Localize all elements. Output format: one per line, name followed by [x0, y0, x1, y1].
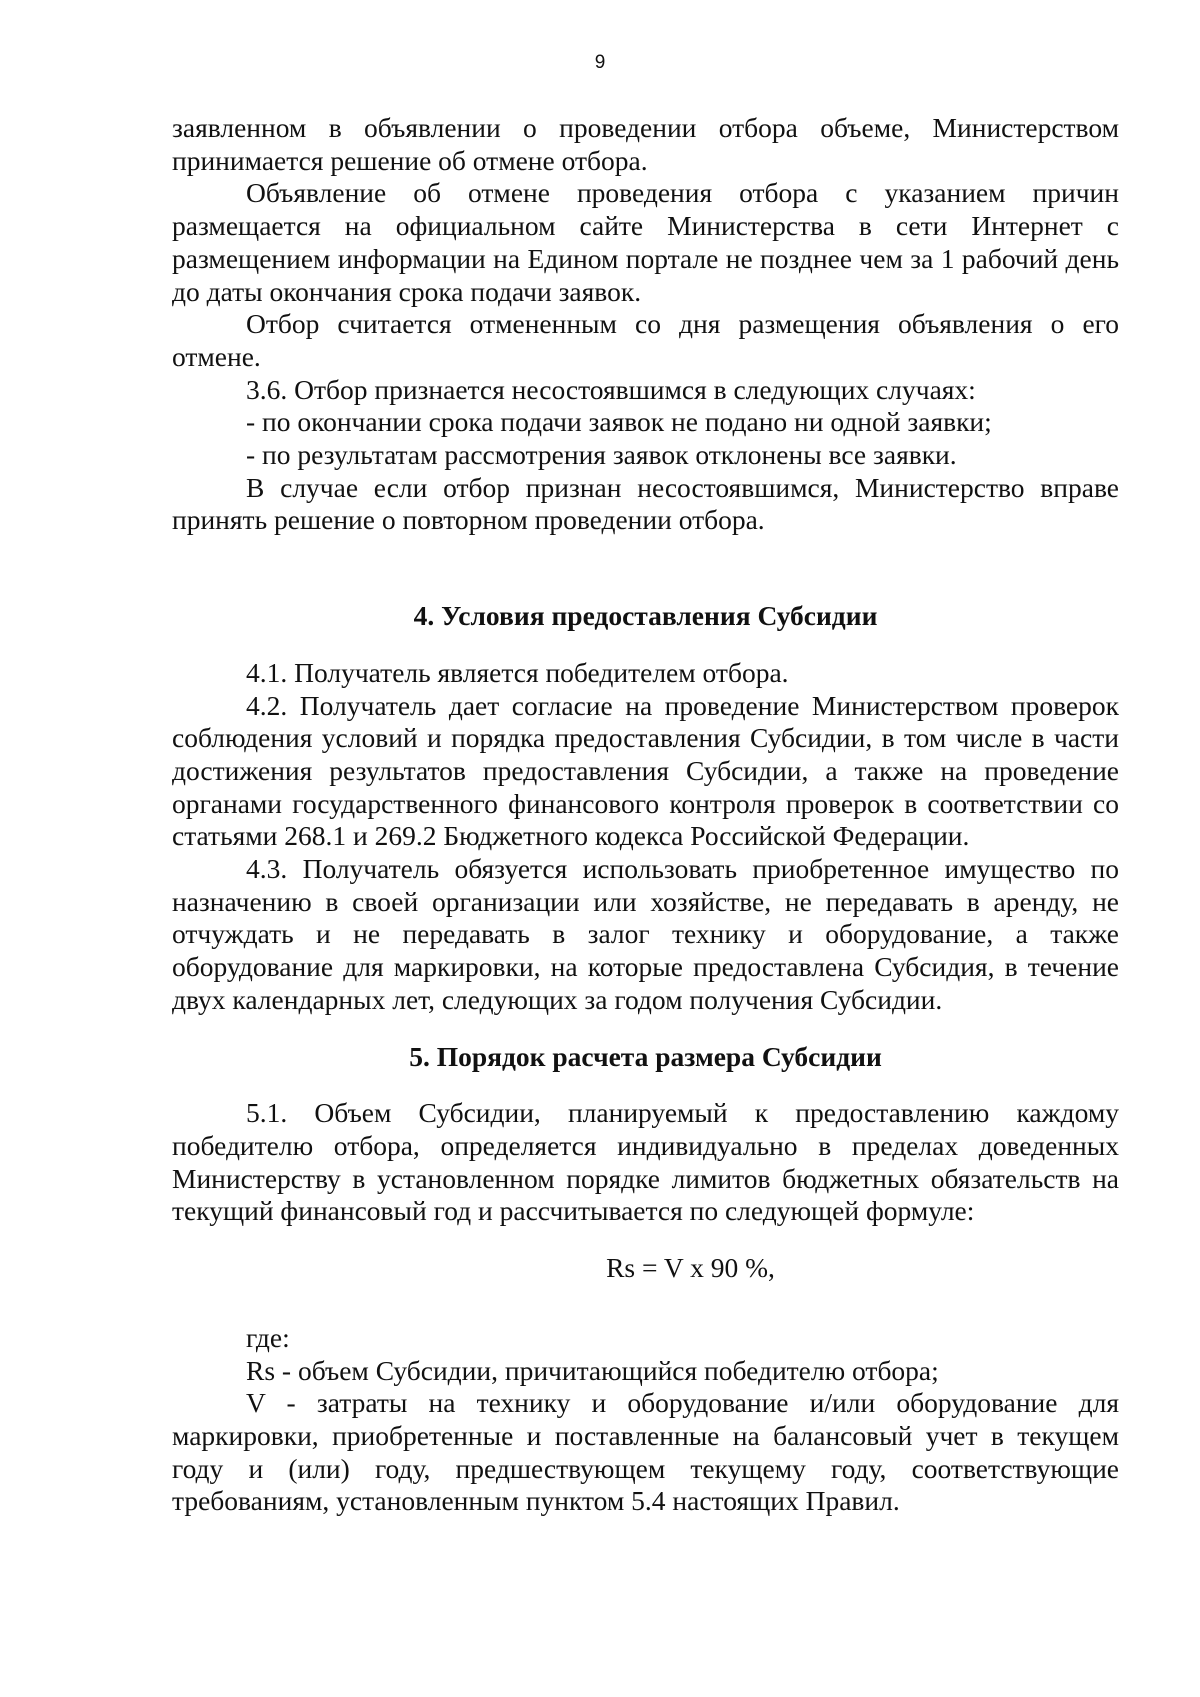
section-heading-5: 5. Порядок расчета размера Субсидии — [409, 1040, 882, 1072]
document-body — [172, 112, 1119, 1518]
paragraph-retry: В случае если отбор признан несостоявшимся, Министерство вправе принять решение о повторном проведении отбора. — [172, 471, 1119, 536]
paragraph-continuation: заявленном в объявлении о проведении отбора объеме, Министерством принимается решение об отмене отбора. — [172, 112, 1119, 176]
paragraph-3-6: 3.6. Отбор признается несостоявшимся в следующих случаях: — [246, 373, 976, 405]
list-item-3-6-1: - по окончании срока подачи заявок не подано ни одной заявки; — [246, 406, 992, 438]
list-item-3-6-2: - по результатам рассмотрения заявок отклонены все заявки. — [246, 439, 957, 471]
paragraph-4-1: 4.1. Получатель является победителем отбора. — [246, 656, 789, 688]
definition-v: V - затраты на технику и оборудование и/или оборудование для маркировки, приобретенные и поставленные на балансовый учет в текущем году и (или) году, предшествующем текущему году, соответствующие требованиям, установленным пунктом 5.4 настоящих Правил. — [172, 1387, 1119, 1517]
formula: Rs = V x 90 %, — [606, 1252, 775, 1284]
page-number: 9 — [594, 52, 606, 73]
definition-rs: Rs - объем Субсидии, причитающийся победителю отбора; — [246, 1354, 939, 1386]
paragraph-cancel-notice: Объявление об отмене проведения отбора с указанием причин размещается на официальном сайте Министерства в сети Интернет с размещением информации на Едином портале не позднее чем за 1 рабочий день до даты окончания срока подачи заявок. — [172, 177, 1119, 307]
paragraph-4-3: 4.3. Получатель обязуется использовать приобретенное имущество по назначению в своей организации или хозяйстве, не передавать в аренду, не отчуждать и не передавать в залог технику и оборудование, а также оборудование для маркировки, на которые предоставлена Субсидия, в течение двух календарных лет, следующих за годом получения Субсидии. — [172, 853, 1119, 1015]
paragraph-cancel-effect: Отбор считается отмененным со дня размещения объявления о его отмене. — [172, 308, 1119, 372]
paragraph-5-1: 5.1. Объем Субсидии, планируемый к предоставлению каждому победителю отбора, определяется индивидуально в пределах доведенных Министерству в установленном порядке лимитов бюджетных обязательств на текущий финансовый год и рассчитывается по следующей формуле: — [172, 1097, 1119, 1227]
paragraph-where: где: — [246, 1321, 290, 1353]
section-heading-4: 4. Условия предоставления Субсидии — [413, 600, 878, 632]
paragraph-4-2: 4.2. Получатель дает согласие на проведение Министерством проверок соблюдения условий и порядка предоставления Субсидии, в том числе в части достижения результатов предоставления Субсидии, а также на проведение органами государственного финансового контроля проверок в соответствии со статьями 268.1 и 269.2 Бюджетного кодекса Российской Федерации. — [172, 689, 1119, 852]
